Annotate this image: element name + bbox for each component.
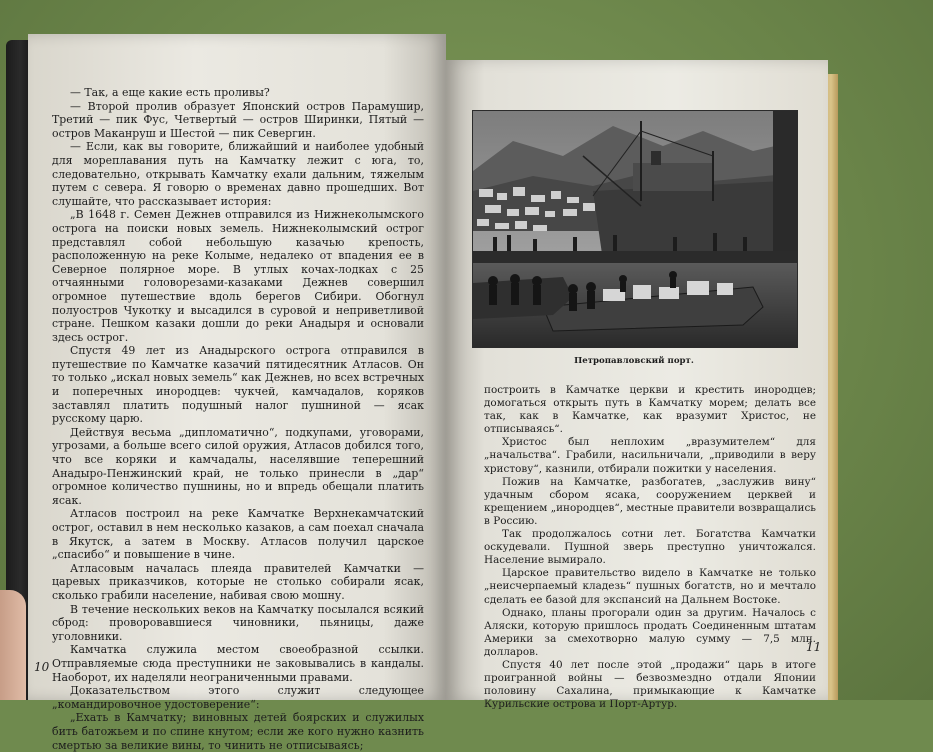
paragraph: В течение нескольких веков на Камчатку посылался всякий сброд: проворовавшиеся чиновники, пьяницы, даже уголовники. [52,602,424,643]
left-page-text [52,86,424,752]
paragraph: „В 1648 г. Семен Дежнев отправился из Нижнеколымского острога на поиски новых земель. Нижнеколымский острог представлял собой небольшую казачью крепость, расположенную на реке Колыме, недалеко от впадения ее в Северное полярное море. В утлых кочах-лодках с 25 отчаянными головорезами-казаками Дежнев совершил огромное путешествие вдоль берегов Сибири. Обогнул полуостров Чукотку и высадился в суровой и неприветливой стране. Пешком казаки дошли до реки Анадыря и основали здесь острог. [52,208,424,344]
paragraph: Христос был неплохим „вразумителем“ для „начальства“. Грабили, насильничали, „приводили в веру христову“, казнили, отбирали пожитки у населения. [484,436,816,475]
port-photograph [472,110,798,348]
port-photo-image [473,111,797,347]
paragraph: — Если, как вы говорите, ближайший и наиболее удобный для мореплавания путь на Камчатку лежит с юга, то, следовательно, открывать Камчатку ехали дальним, тяжелым путем с севера. Я говорю о временах давно прошедших. Вот слушайте, что рассказывает история: [52,140,424,208]
paragraph: Атласовым началась плеяда правителей Камчатки — царевых приказчиков, которые не столько собирали ясак, сколько грабили население, набивая свою мошну. [52,561,424,602]
photo-caption: Петропавловский порт. [574,356,694,366]
paragraph: Царское правительство видело в Камчатке не только „неисчерпаемый кладезь“ пушных богатств, но и мечтало сделать ее базой для экспансий на Дальнем Востоке. [484,567,816,606]
paragraph: Однако, планы прогорали один за другим. Началось с Аляски, которую пришлось продать Соединенным штатам Америки за смехотворно малую сумму — 7,5 млн. долларов. [484,606,816,658]
paragraph: Действуя весьма „дипломатично“, подкупами, уговорами, угрозами, а больше всего силой оружия, Атласов добился того, что все коряки и камчадалы, населявшие теперешний Анадыро-Пенжинский край, не только принесли в „дар“ огромное количество пушнины, но и впредь обещали платить ясак. [52,425,424,507]
page-number-right: 11 [806,640,822,654]
thumb [0,590,26,700]
paragraph: построить в Камчатке церкви и крестить инородцев; домогаться открыть путь в Камчатку морем; делать все так, как в Камчатке, как вразумит Христос, не отписываясь“. [484,384,816,436]
right-page-text [484,384,816,711]
paragraph: Так продолжалось сотни лет. Богатства Камчатки оскудевали. Пушной зверь преступно уничтожался. Население вымирало. [484,528,816,567]
paragraph: Спустя 40 лет после этой „продажи“ царь в итоге проигранной войны — безвозмездно отдали Японии половину Сахалина, примыкающие к Камчатке Курильские острова и Порт-Артур. [484,658,816,711]
page-number-left: 10 [34,660,50,674]
paragraph: Камчатка служила местом своеобразной ссылки. Отправляемые сюда преступники не заковывались в кандалы. Наоборот, их наделяли неограниченными правами. [52,643,424,684]
paragraph: Пожив на Камчатке, разбогатев, „заслужив вину“ удачным сбором ясака, сооружением церквей и крещением „инородцев“, местные правители возвращались в Россию. [484,475,816,527]
paragraph: Спустя 49 лет из Анадырского острога отправился в путешествие по Камчатке казачий пятидесятник Атласов. Он то только „искал новых земель“ как Дежнев, но всех встречных и поперечных инородцев: чукчей, камчадалов, коряков заставлял платить подушный налог пушниной — ясак русскому царю. [52,344,424,426]
paragraph: „Ехать в Камчатку; виновных детей боярских и служилых бить батожьем и по спине кнутом; если же кого нужно казнить смертью за великие вины, то чинить не отписываясь; [52,711,424,752]
paragraph: Атласов построил на реке Камчатке Верхнекамчатский острог, оставил в нем несколько казаков, а сам поехал сначала в Якутск, а затем в Москву. Атласов получил царское „спасибо“ и повышение в чине. [52,507,424,562]
paragraph: — Второй пролив образует Японский остров Парамушир, Третий — пик Фус, Четвертый — остров Ширинки, Пятый — остров Маканруш и Шестой — пик Севергин. [52,99,424,140]
paragraph: Доказательством этого служит следующее „командировочное удостоверение“: [52,684,424,711]
paragraph: — Так, а еще какие есть проливы? [70,86,270,99]
